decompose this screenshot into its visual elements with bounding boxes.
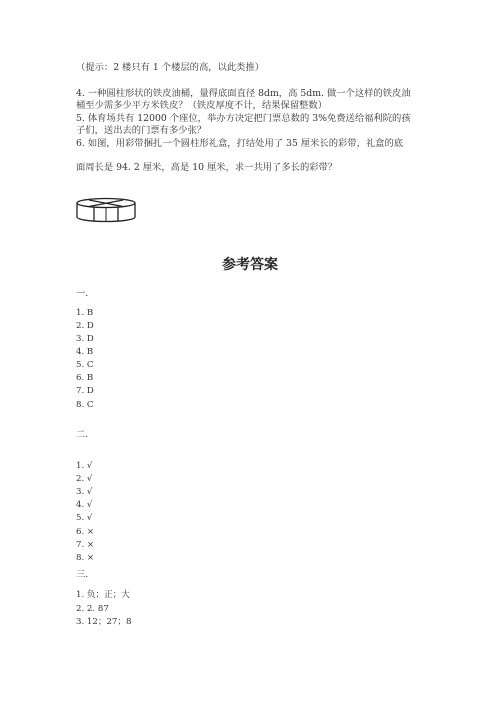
list-item: 3. 12；27；8 — [76, 617, 132, 627]
list-item: 1. B — [76, 308, 94, 318]
section-1-heading: 一. — [76, 288, 89, 299]
list-item: 8. C — [76, 400, 94, 410]
list-item: 5. √ — [76, 513, 93, 523]
cylinder-gift-box-image — [75, 197, 137, 225]
list-item: 2. √ — [76, 474, 93, 484]
list-item: 3. √ — [76, 487, 93, 497]
question-4-line-2: 桶至少需多少平方米铁皮？（铁皮厚度不计，结果保留整数） — [76, 100, 328, 111]
list-item: 6. B — [76, 373, 94, 383]
section-3-heading: 三. — [76, 569, 89, 580]
list-item: 4. B — [76, 347, 94, 357]
list-item: 2. D — [76, 321, 94, 331]
question-6-line-2: 面周长是 94. 2 厘米，高是 10 厘米，求一共用了多长的彩带？ — [76, 162, 338, 173]
list-item: 7. × — [76, 540, 95, 550]
list-item: 1. 负；正；大 — [76, 590, 130, 600]
question-5-line-1: 5. 体育场共有 12000 个座位，举办方决定把门票总数的 3%免费送给福利院的孩 — [76, 113, 411, 124]
hint-text: （提示：2 楼只有 1 个楼层的高，以此类推） — [76, 62, 265, 73]
list-item: 3. D — [76, 334, 94, 344]
list-item: 2. 2. 87 — [76, 604, 109, 614]
list-item: 8. × — [76, 553, 95, 563]
question-6-line-1: 6. 如图，用彩带捆扎一个圆柱形礼盒，打结处用了 35 厘米长的彩带，礼盒的底 — [76, 138, 404, 149]
section-2-heading: 二. — [76, 429, 89, 440]
list-item: 4. √ — [76, 500, 93, 510]
question-5-line-2: 子们，送出去的门票有多少张？ — [76, 125, 207, 136]
list-item: 5. C — [76, 360, 94, 370]
list-item: 1. √ — [76, 461, 93, 471]
list-item: 6. × — [76, 527, 95, 537]
gift-box-figure — [75, 197, 137, 229]
list-item: 7. D — [76, 386, 94, 396]
answer-key-title: 参考答案 — [222, 257, 278, 273]
question-4-line-1: 4. 一种圆柱形状的铁皮油桶，量得底面直径 8dm，高 5dm. 做一个这样的铁皮油 — [76, 88, 411, 99]
